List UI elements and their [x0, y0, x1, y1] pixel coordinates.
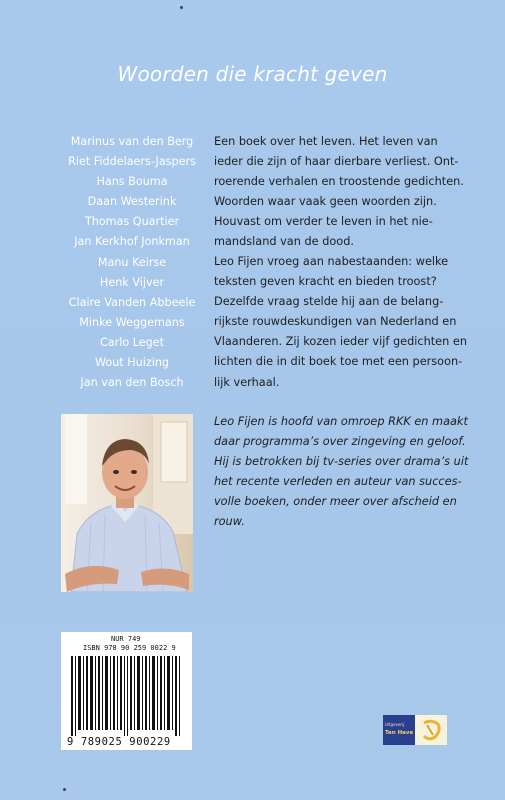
text-line: roerende verhalen en troostende gedichten.: [214, 175, 464, 189]
author-portrait: [61, 414, 193, 592]
text-line: rijkste rouwdeskundigen van Nederland en: [214, 315, 457, 329]
text-line: het recente verleden en auteur van succes-: [214, 475, 462, 489]
text-line: Vlaanderen. Zij kozen ieder vijf gedichten en: [214, 335, 467, 349]
publisher-label: Uitgeverij: [385, 722, 405, 727]
text-line: Woorden waar vaak geen woorden zijn.: [214, 195, 437, 209]
text-line: daar programma’s over zingeving en geloof.: [214, 435, 466, 449]
author-name: Wout Huizing: [94, 356, 170, 370]
publisher-logo: [383, 715, 447, 745]
text-line: Hij is betrokken bij tv-series over drama’s uit: [214, 455, 469, 469]
author-name: Carlo Leget: [99, 335, 165, 349]
speck: [180, 6, 183, 9]
text-line: rouw.: [214, 515, 245, 529]
isbn-number: ISBN 978 90 259 0022 9: [83, 644, 176, 652]
text-line: volle boeken, onder meer over afscheid en: [214, 495, 457, 509]
barcode-label: [61, 632, 192, 750]
text-line: lichten die in dit boek toe met een persoon-: [214, 355, 463, 369]
author-name: Thomas Quartier: [84, 215, 180, 229]
text-line: Leo Fijen is hoofd van omroep RKK en maakt: [214, 415, 468, 428]
author-name: Minke Weggemans: [79, 315, 185, 329]
speck: [63, 788, 66, 791]
author-name: Hans Bouma: [96, 175, 168, 189]
author-photo: [61, 414, 193, 592]
publisher-emblem-icon: [415, 715, 447, 745]
publisher-emblem: [415, 715, 447, 745]
nur-code: NUR 749: [111, 635, 141, 643]
book-title: Woorden die kracht geven: [117, 62, 388, 86]
author-name: Henk Vijver: [99, 275, 165, 289]
text-line: Leo Fijen vroeg aan nabestaanden: welke: [214, 255, 449, 268]
author-bio: [214, 412, 492, 533]
text-line: mandsland van de dood.: [214, 235, 354, 249]
text-line: Een boek over het leven. Het leven van: [214, 135, 438, 148]
blurb-paragraph: [214, 132, 492, 253]
text-line: ieder die zijn of haar dierbare verliest. Ont-: [214, 155, 459, 169]
barcode-digits: 9 789025 900229: [67, 736, 171, 748]
text-line: Houvast om verder te leven in het nie-: [214, 215, 433, 229]
author-name: Manu Keirse: [97, 255, 167, 269]
author-name: Daan Westerink: [87, 195, 177, 209]
publisher-name: Ten Have: [385, 730, 414, 736]
blurb-paragraph: [214, 252, 492, 393]
text-line: teksten geven kracht en bieden troost?: [214, 275, 437, 289]
publisher-logo-text-block: [383, 715, 415, 745]
author-list: [62, 132, 202, 393]
author-name: Marinus van den Berg: [70, 135, 194, 148]
author-name: Jan Kerkhof Jonkman: [74, 235, 190, 249]
barcode-graphic: [61, 632, 192, 750]
author-name: Riet Fiddelaers-Jaspers: [68, 155, 196, 169]
text-line: Dezelfde vraag stelde hij aan de belang-: [214, 295, 444, 309]
author-name: Claire Vanden Abbeele: [68, 295, 196, 309]
text-line: lijk verhaal.: [214, 375, 280, 389]
author-name: Jan van den Bosch: [80, 376, 184, 390]
